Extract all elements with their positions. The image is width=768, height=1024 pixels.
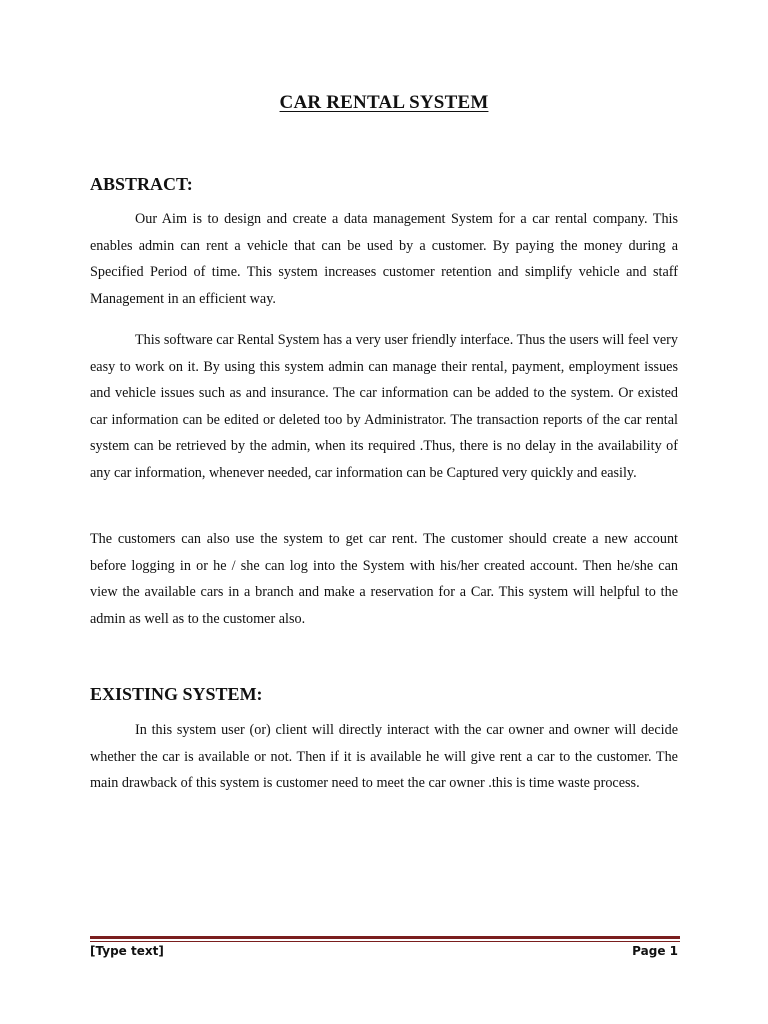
document-title: CAR RENTAL SYSTEM: [279, 92, 489, 113]
footer-rule: [90, 936, 680, 939]
footer-rule-thin: [90, 941, 680, 942]
existing-system-paragraph: In this system user (or) client will directly interact with the car owner and owner will decide whether the car is available or not. Then if it is available he will give rent a car to the customer. The main drawback of this system is customer need to meet the car owner .this is time waste process.: [90, 722, 678, 792]
abstract-paragraph-2: This software car Rental System has a very user friendly interface. Thus the users will feel very easy to work on it. By using this system admin can manage their rental, payment, employment issues and vehicle issues such as and insurance. The car information can be added to the system. Or existed car information can be edited or deleted too by Administrator. The transaction reports of the car rental system can be retrieved by the admin, when its required .Thus, there is no delay in the availability of any car information, whenever needed, car information can be Captured very quickly and easily.: [90, 332, 678, 481]
abstract-paragraph-3: The customers can also use the system to get car rent. The customer should create a new account before logging in or he / she can log into the System with his/her created account. Then he/she can view the available cars in a branch and make a reservation for a Car. This system will helpful to the admin as well as to the customer also.: [90, 531, 678, 627]
existing-system-heading: EXISTING SYSTEM:: [90, 684, 263, 704]
page-number: Page 1: [632, 944, 678, 958]
abstract-heading: ABSTRACT:: [90, 174, 193, 194]
footer-left-text: [Type text]: [90, 944, 164, 958]
abstract-paragraph-1: Our Aim is to design and create a data management System for a car rental company. This enables admin can rent a vehicle that can be used by a customer. By paying the money during a Specified Period of time. This system increases customer retention and simplify vehicle and staff Management in an efficient way.: [90, 211, 678, 307]
